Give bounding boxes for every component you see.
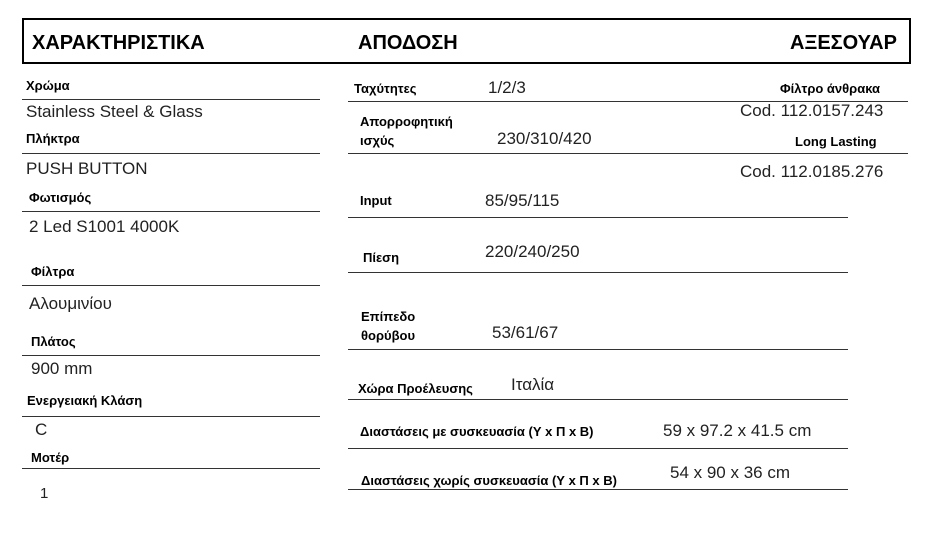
absorption-label-1: Απορροφητική: [360, 114, 453, 129]
divider: [348, 153, 908, 154]
speeds-label: Ταχύτητες: [354, 81, 417, 96]
dims-packed-value: 59 x 97.2 x 41.5 cm: [663, 421, 812, 440]
divider: [348, 217, 848, 218]
speeds-value: 1/2/3: [488, 78, 526, 97]
divider: [22, 153, 320, 154]
divider: [348, 399, 848, 400]
divider: [22, 99, 320, 100]
color-value: Stainless Steel & Glass: [26, 102, 203, 121]
divider: [348, 489, 848, 490]
width-label: Πλάτος: [31, 334, 76, 349]
filters-label: Φίλτρα: [31, 264, 75, 279]
filters-value: Αλουμινίου: [29, 294, 112, 313]
noise-label-1: Επίπεδο: [361, 309, 416, 324]
header-performance: ΑΠΟΔΟΣΗ: [358, 32, 458, 54]
lighting-value: 2 Led S1001 4000K: [29, 217, 180, 236]
divider: [22, 211, 320, 212]
input-value: 85/95/115: [485, 191, 560, 210]
origin-label: Χώρα Προέλευσης: [358, 381, 473, 396]
dims-packed-label: Διαστάσεις με συσκευασία (Υ x Π x Β): [360, 424, 594, 439]
absorption-label-2: ισχύς: [360, 133, 395, 148]
color-label: Χρώμα: [26, 78, 70, 93]
header-accessories: ΑΞΕΣΟΥΑΡ: [790, 32, 897, 54]
pressure-label: Πίεση: [363, 250, 400, 265]
absorption-value: 230/310/420: [497, 129, 592, 148]
divider: [348, 272, 848, 273]
long-lasting-code: Cod. 112.0185.276: [740, 162, 884, 181]
carbon-filter-label: Φίλτρο άνθρακα: [780, 81, 881, 96]
divider: [348, 349, 848, 350]
width-value: 900 mm: [31, 359, 93, 378]
energy-class-label: Ενεργειακή Κλάση: [27, 393, 143, 408]
carbon-filter-code: Cod. 112.0157.243: [740, 101, 884, 120]
noise-value: 53/61/67: [492, 323, 559, 342]
divider: [22, 285, 320, 286]
lighting-label: Φωτισμός: [29, 190, 92, 205]
origin-value: Ιταλία: [511, 375, 555, 394]
motor-label: Μοτέρ: [31, 450, 70, 465]
long-lasting-label: Long Lasting: [795, 134, 877, 149]
divider: [22, 355, 320, 356]
dims-unpacked-value: 54 x 90 x 36 cm: [670, 463, 791, 482]
input-label: Input: [360, 193, 392, 208]
divider: [22, 416, 320, 417]
spec-header: [22, 18, 911, 64]
divider: [348, 448, 848, 449]
keys-label: Πλήκτρα: [26, 131, 80, 146]
header-features: ΧΑΡΑΚΤΗΡΙΣΤΙΚΑ: [32, 32, 205, 54]
dims-unpacked-label: Διαστάσεις χωρίς συσκευασία (Υ x Π x Β): [361, 473, 617, 488]
energy-class-value: C: [35, 420, 48, 439]
noise-label-2: θορύβου: [361, 328, 416, 343]
keys-value: PUSH BUTTON: [26, 159, 148, 178]
divider: [22, 468, 320, 469]
pressure-value: 220/240/250: [485, 242, 580, 261]
motor-value: 1: [40, 485, 49, 502]
